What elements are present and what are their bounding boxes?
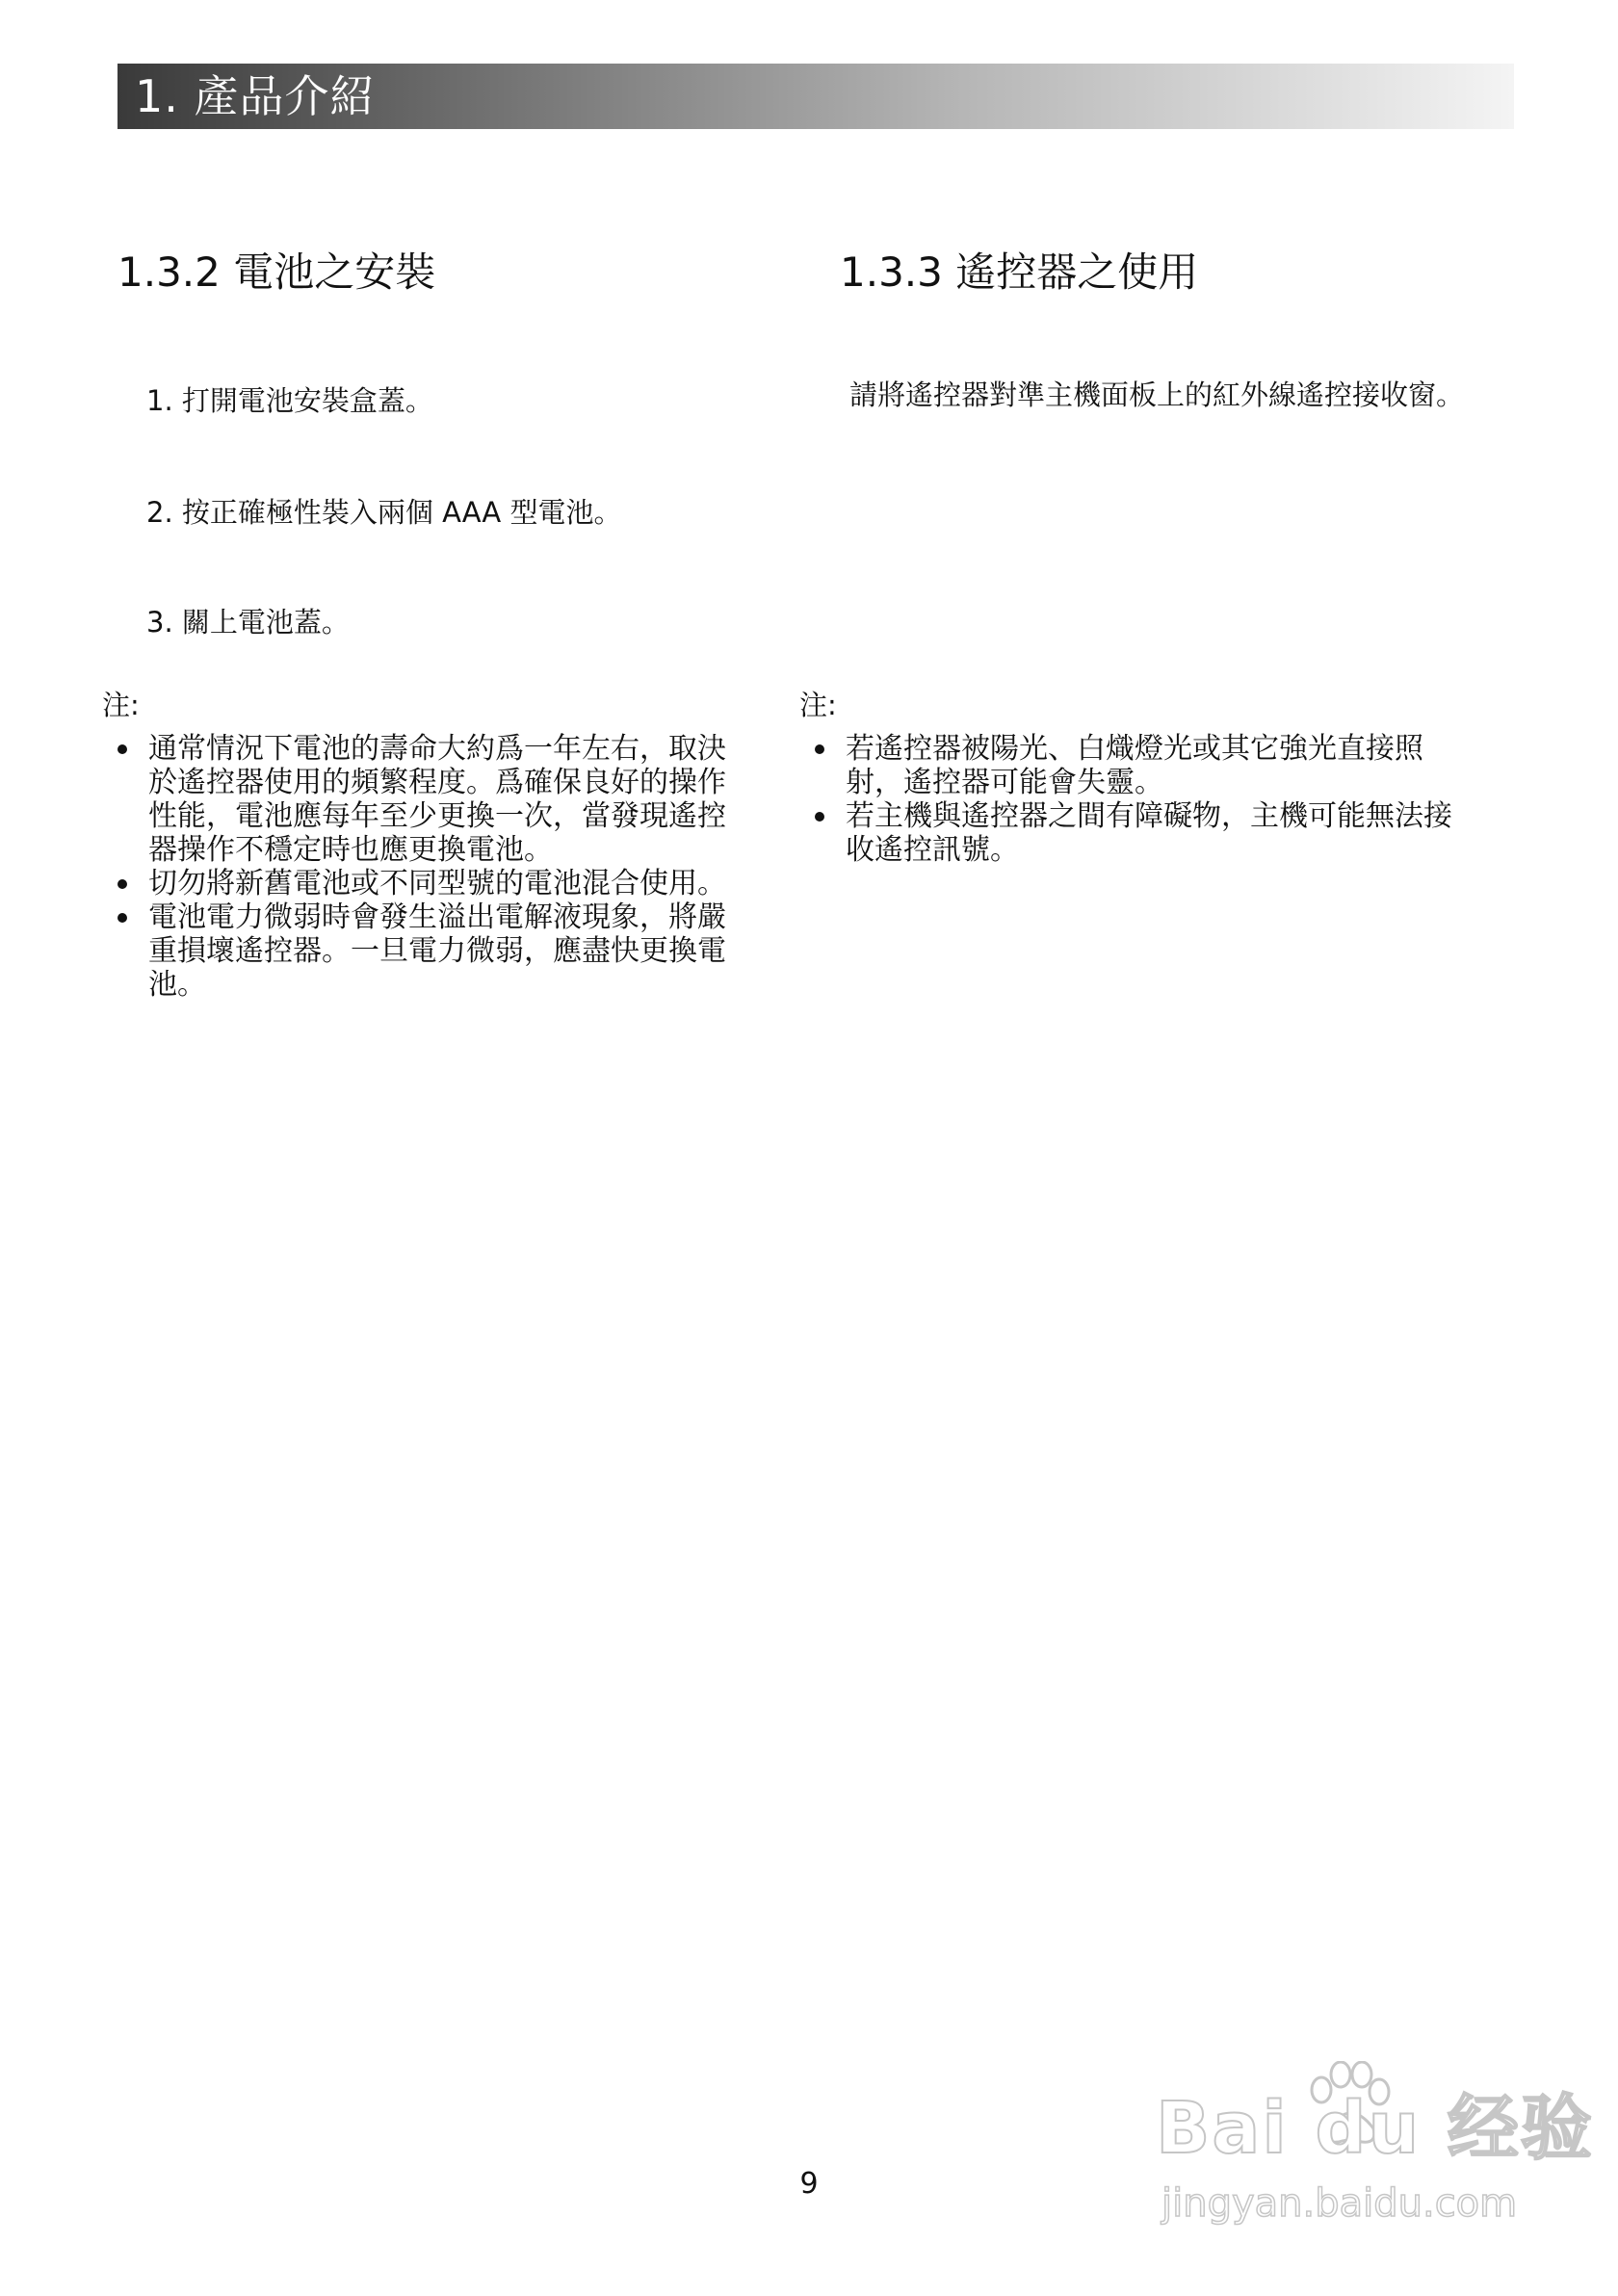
bullet-icon — [117, 879, 127, 889]
note-text: 若遙控器被陽光、白熾燈光或其它強光直接照射，遙控器可能會失靈。 — [846, 732, 1423, 799]
list-item — [108, 900, 753, 1002]
battery-step-2: 2. 按正確極性裝入兩個 AAA 型電池。 — [146, 496, 622, 529]
list-item — [108, 732, 753, 867]
watermark-url: jingyan.baidu.com — [1161, 2181, 1518, 2226]
page-number: 9 — [799, 2167, 819, 2201]
note-text: 切勿將新舊電池或不同型號的電池混合使用。 — [148, 867, 726, 900]
bullet-icon — [815, 812, 824, 822]
list-item — [805, 799, 1460, 867]
battery-install-title: 1.3.2 電池之安裝 — [117, 248, 436, 296]
list-item — [805, 732, 1460, 799]
battery-step-3: 3. 關上電池蓋。 — [146, 606, 350, 639]
note-text: 通常情況下電池的壽命大約爲一年左右，取決於遙控器使用的頻繁程度。爲確保良好的操作性能，電池應每年至少更換一次，當發現遙控器操作不穩定時也應更換電池。 — [148, 732, 726, 867]
remote-note-label: 注: — [799, 689, 837, 721]
remote-notes-list — [805, 732, 1460, 867]
list-item — [108, 867, 753, 900]
battery-step-1: 1. 打開電池安裝盒蓋。 — [146, 384, 433, 417]
note-text: 電池電力微弱時會發生溢出電解液現象，將嚴重損壞遙控器。一旦電力微弱，應盡快更換電池。 — [148, 900, 726, 1002]
note-text: 若主機與遙控器之間有障礙物，主機可能無法接收遙控訊號。 — [846, 799, 1452, 867]
battery-note-label: 注: — [102, 689, 140, 721]
bullet-icon — [117, 913, 127, 923]
watermark-brand: Bai du 经验 — [1156, 2087, 1594, 2170]
bullet-icon — [815, 744, 824, 754]
battery-notes-list — [108, 732, 753, 1002]
remote-usage-title: 1.3.3 遙控器之使用 — [840, 248, 1199, 296]
baidu-watermark — [1156, 2061, 1594, 2254]
page-title: 1. 產品介紹 — [135, 70, 376, 122]
remote-usage-intro: 請將遙控器對準主機面板上的紅外線遙控接收窗。 — [849, 378, 1465, 411]
bullet-icon — [117, 744, 127, 754]
header-bar — [117, 64, 1514, 129]
